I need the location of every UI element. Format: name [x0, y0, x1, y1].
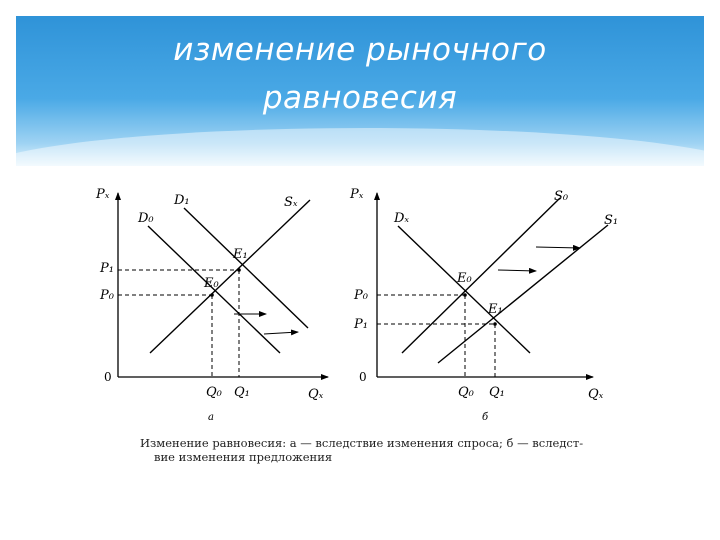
caption-line-1: Изменение равновесия: а — вследствие изменения спроса; б — вследст- [140, 436, 584, 450]
panel-b-x-axis-label: Qₓ [588, 387, 604, 402]
panel-b-label: б [482, 412, 489, 423]
panel-a-d1-label: D₁ [174, 193, 190, 208]
panel-a-demand-d1 [184, 208, 308, 328]
panel-b-q1-label: Q₁ [489, 385, 505, 400]
panel-a-q1-label: Q₁ [234, 385, 250, 400]
panel-a-sx-label: Sₓ [284, 195, 298, 210]
title-line-1: изменение рыночного [173, 32, 547, 68]
panel-a-origin-label: 0 [104, 370, 112, 384]
panel-a-q0-label: Q₀ [206, 385, 222, 400]
panel-b-shift-arrow [536, 247, 580, 248]
panel-b-e1-label: E₁ [488, 302, 503, 317]
panel-a-supply-sx [150, 200, 310, 353]
panel-a-label: а [208, 412, 214, 423]
panel-b-point-e0 [463, 293, 467, 297]
panel-b-dx-label: Dₓ [394, 211, 410, 226]
panel-a-d0-label: D₀ [138, 211, 154, 226]
panel-a-point-e0 [210, 293, 214, 297]
panel-b-origin-label: 0 [359, 370, 367, 384]
panel-b-supply-s0 [402, 198, 560, 353]
panel-b-demand-dx [398, 226, 530, 353]
title-line-2: равновесия [262, 80, 458, 116]
panel-b-p0-label: P₀ [354, 288, 368, 303]
figure-caption [140, 436, 660, 464]
panel-a-y-axis-label: Pₓ [96, 187, 110, 202]
panel-a-e1-label: E₁ [233, 247, 248, 262]
panel-b [349, 187, 618, 423]
panel-b-y-axis-label: Pₓ [350, 187, 364, 202]
panel-b-p1-label: P₁ [354, 317, 368, 332]
panel-b-s1-label: S₁ [604, 213, 619, 228]
panel-b-point-e1 [493, 322, 497, 326]
panel-b-q0-label: Q₀ [458, 385, 474, 400]
panel-b-e0-label: E₀ [457, 271, 472, 286]
caption-line-2: вие изменения предложения [154, 450, 333, 464]
panel-b-s0-label: S₀ [554, 189, 569, 204]
slide-title [60, 26, 660, 122]
panel-b-supply-s1 [438, 225, 608, 363]
panel-a-e0-label: E₀ [204, 276, 219, 291]
panel-a-p1-label: P₁ [100, 261, 114, 276]
panel-a [95, 187, 328, 423]
equilibrium-diagram [88, 168, 652, 468]
panel-a-p0-label: P₀ [100, 288, 114, 303]
equilibrium-figure [88, 168, 652, 468]
panel-a-point-e1 [237, 268, 241, 272]
panel-b-shift-arrow [498, 270, 536, 271]
panel-a-shift-arrow [264, 332, 298, 334]
panel-a-x-axis-label: Qₓ [308, 387, 324, 402]
banner-wave-decoration [16, 128, 704, 166]
